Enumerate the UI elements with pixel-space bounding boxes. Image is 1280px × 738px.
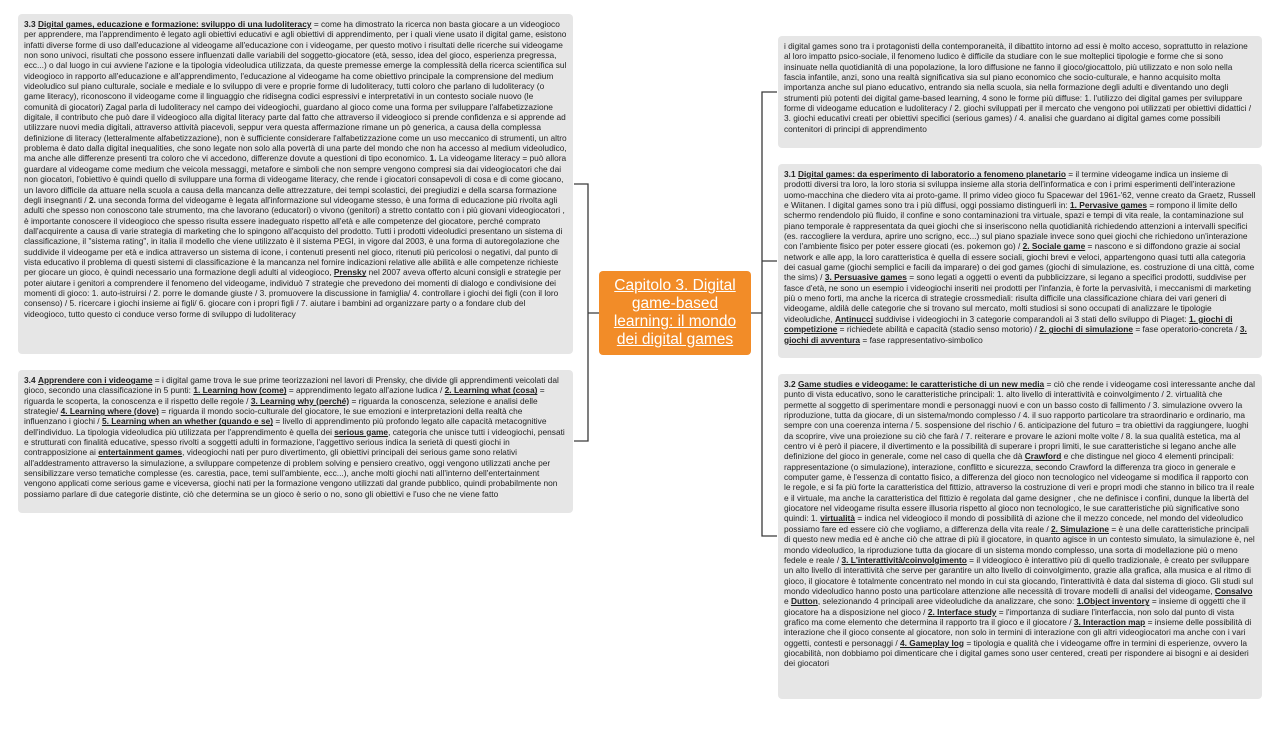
node-3-2-term-7: 1.Object inventory (1076, 596, 1150, 607)
node-3-2-term-3: 2. Simulazione (1051, 523, 1109, 534)
node-3-2-number: 3.2 (784, 379, 796, 389)
node-3-1-text-7: = fase rappresentativo-simbolico (862, 334, 983, 345)
node-3-3-point-1: La videogame literacy = può allora guardare al videogame come medium che veicola messaggi, metafore e simboli che non sempre vengono compresi sia dai videogiocatori che dai non giocatori, l'obiettivo è quindi quello di sviluppare una forma di videogame literacy, che rende i giocatori consapevoli di cosa e di come giocano, un lavoro difficile da attuare nella scuola a causa della mancanza delle attrezzature, dei tempi scolastici, dei pregiudizi e della scarsa formazione degli insegnanti / (24, 153, 567, 205)
node-3-1-text-3: = sono legati a oggetti o eventi da pubblicizzare, si legano a specifici prodotti, suddivise per fasce d'età, ne sono un esempio i videogiochi inseriti nei prodotti per l'infanzia, è forte la pervasività, i meccanismi di marketing più o meno forti, ma anche la ricerca di strategie crossmediali: risulta difficile una classificazione chiara dei vari generi di videogame, aldilà delle categorie che si trovano sul mercato, molti studiosi si sono occupati di analizzare le tipologie videoludiche, (784, 272, 1251, 324)
node-3-1-term-4: Antinucci (835, 313, 874, 324)
node-3-4-text-7: , videogiochi nati per puro divertimento, gli obiettivi principali dei serious game sono relativi all'addestramento attraverso la simulazione, a sviluppare competenze di problem solving e pensiero creativo, oggi vengono utilizzati anche per sensibilizzare verso tematiche complesse (es. carestia, pace, temi sull'ambiente, ecc...), anche molti giochi nati all'interno dell'entertainment vengono applicati come serious game e viceversa, giochi nati per la formazione vengono utilizzati dal grande pubblico, quindi probabilmente non possiamo parlare di due categorie distinte, ciò che determina se un gioco è serio o no, sono gli obiettivi e l'uso che ne viene fatto (24, 447, 558, 499)
connector-right-trunk (751, 92, 777, 536)
node-3-4-term-1: 1. Learning how (come) (193, 385, 287, 396)
node-3-1-text-1: = rompono il limite dello schermo rendendolo più fluido, il confine e sono contaminazioni tra virtuale, spazi e tempi di vita reale, la contaminazione sul piano temporale è rappresentata da quei giochi che si inseriscono nella quotidianità richiedendo attenzioni a intervalli specifici (es. raccogliere la verdura, aprire uno scrigno, ecc...) sul piano spaziale invece sono quei giochi che richiedono un'interazione con l'ambiente fisico per poter essere giocati (es. pokemon go) / (784, 200, 1248, 252)
node-3-3-prensky: Prensky (333, 267, 367, 278)
node-3-1-text-6: = fase operatorio-concreta / (1135, 324, 1238, 335)
node-3-2-term-4: 3. L'interattività/coinvolgimento (841, 554, 967, 565)
node-3-1-term-5: 1. giochi di competizione (784, 313, 1233, 335)
node-3-3-point-2: una seconda forma del videogame è legata all'informazione sul videogame stesso, è una forma di educazione più rivolta agli adulti che spesso non conoscono tale strumento, ma che lavorano (educatori) o vivono (genitori) a stretto contatto con i più giovani videogiocatori , è importante conoscere il videogioco che spesso risulta essere inadeguato rispetto all'età e alle competenze del giocatore, perché comprato dall'acquirente a causa di varie strategia di marketing che lo spingono all'acquisto del prodotto. Tutti i prodotti videoludici presentano un sistema di classificazione, il "sistema rating", in italia il modello che viene utilizzato è il sistema PEGI, in vigore dal 2003, è una forma di autoregolazione che suddivide il videogame per età e indica attraverso un sistema di icone, i contenuti presenti nel gioco, ritenuti più pericolosi o negativi, dal punto di vista educativo il problema di questi sistemi di classificazione è la mancanza nel fornire indicazioni relative alle abilità e alle competenze richieste per giocare un gioco, è quindi necessario una formazione degli adulti al videogioco, (24, 194, 565, 278)
node-3-2-term-9: 3. Interaction map (1073, 616, 1146, 627)
node-3-2-text-8: = l'importanza di sudiare l'interfaccia, non solo dal punto di vista grafico ma come elemento che determina il rapporto tra il gioco e il giocatore / (784, 606, 1235, 627)
node-3-3-ludoliteracy[interactable] (18, 14, 573, 354)
node-3-2-term-8: 2. Interface study (927, 606, 997, 617)
connector-left-trunk (574, 184, 599, 441)
node-3-1-term-2: 2. Sociale game (1022, 241, 1086, 252)
node-3-4-body: = i digital game trova le sue prime teorizzazioni nel lavori di Prensky, che divide gli apprendimenti veicolati dal gioco, secondo una classificazione in 5 punti: (24, 375, 559, 396)
node-3-2-term-10: 4. Gameplay log (899, 637, 964, 648)
node-3-4-term-5: 5. Learning when an whether (quando e se) (101, 416, 274, 427)
node-3-4-term-3: 3. Learning why (perché) (250, 395, 350, 406)
node-3-2-text-4: = il videogioco è interattivo più di quello tradizionale, è creato per sviluppare un alto livello di interattività che serve per garantire un alto livello di coinvolgimento, grazie alla grafica, alla musica e al ritmo di gioco, il giocatore è totalmente concentrato nel mondo in cui sta giocando, l'interattività è data dal sistema di gioco. Gli studi sul mondo videoludico hanno posto una particolare attenzione alle necessità di trovare modelli di analisi del videogame, (784, 554, 1254, 596)
node-intro-digital-games[interactable] (778, 36, 1262, 148)
node-3-2-text-10: = tipologia e qualità che i videogame offre in termini di esperienze, ovvero la giocabilità, non dobbiamo poi dimenticare che i digital games sono user centered, creati per rispondere ai bisogni e ai desideri dei giocatori (784, 637, 1249, 669)
node-3-2-term-6: Dutton (790, 596, 818, 607)
node-3-4-term-7: entertainment games (98, 447, 183, 458)
node-3-2-text-5: e (784, 596, 789, 607)
node-3-2-text-6: , selezionando 4 principali aree videoludiche da analizzare, che sono: (817, 596, 1075, 607)
node-3-1-text-4: suddivise i videogiochi in 3 categorie comparandoli ai 3 stati dello sviluppo di Piaget: (875, 313, 1187, 324)
node-3-1-number: 3.1 (784, 169, 796, 179)
node-3-4-text-1: = apprendimento legato all'azione ludica / (288, 385, 443, 396)
node-3-4-apprendere[interactable] (18, 370, 573, 513)
node-3-1-digital-games[interactable] (778, 164, 1262, 358)
node-3-1-term-7: 3. giochi di avventura (784, 324, 1247, 345)
node-3-3-body: = come ha dimostrato la ricerca non basta giocare a un videogioco per apprendere, ma l'apprendimento è legato agli obiettivi educativi e agli obiettivi di apprendimento, per i quali viene usato il digital game, esistono infatti diverse forme di uso dall'educazione al videogame all'educazione con i videogame, per questo motivo i risultati delle ricerche sui videogame non sono univoci, risultati che possono essere influenzati dalle variabili del soggetto-giocatore (età, sesso, idea del gioco, esperienza pregressa, ecc...) o dal luogo in cui avviene l'azione e la tipologia videoludica utilizzata, da queste premesse emerge la complessità della ricerca scientifica sul videogioco in rapporto all'educazione e all'apprendimento, l'educazione al videogame ha come obiettivo principale la comprensione del medium videoludico sul piano culturale, sociale e mediale e lo sviluppo di vere e proprie forme di ludoliteracy, tutti coloro che parlano di ludoliteracy (o game literacy), riconoscono il videogame come il linguaggio che ridisegna codici espressivi e interpretativi in un contesto sociale nuovo (le comunità di giocatori) Zagal parla di ludoliteracy nel campo dei videogiochi, guardano al gioco come una forma per sviluppare l'alfabetizzazione digitale, il contributo che può dare il videogioco alla digital literacy parte dal fatto che attraverso il videogioco si prende confidenza e si apprende ad utilizzare nuovi media digitali, attraverso attività piacevoli, seppur vera questa affermazione rimane un pò generica, a causa della complessa definizione di literacy (letteralmente alfabetizzazione), non è sufficiente considerare l'alfabetizzazione come un uso meccanico di strumenti, un altro problema è dato dalla digital inequalities, che sono legate non solo alla povertà di una parte del mondo che non ha accesso al medium videoludico, ma anche alle differenze presenti tra coloro che vi accedono, differenze dovute a questioni di tipo economico. (24, 19, 567, 164)
node-3-4-number: 3.4 (24, 375, 36, 385)
node-3-3-number: 3.3 (24, 19, 36, 29)
node-3-3-point-2-number: 2. (88, 194, 96, 205)
node-3-2-term-1: Crawford (1024, 451, 1062, 462)
node-3-1-term-3: 3. Persuasive games (824, 272, 907, 283)
node-3-2-text-9: = insieme delle possibilità di interazione che il gioco consente al giocatore, non solo in termini di interazione con gli altri videogiocatori ma anche con i vari oggetti, contesti e personaggi / (784, 616, 1252, 648)
node-3-4-text-2: = riguarda le scoperta, la conoscenza e il rispetto delle regole / (24, 385, 545, 406)
node-3-2-term-5: Consalvo (1214, 585, 1253, 596)
node-3-1-text-5: = richiedete abilità e capacità (stadio senso motorio) / (839, 324, 1037, 335)
node-3-4-heading: Apprendere con i videogame (37, 375, 153, 385)
node-3-4-text-3: = riguarda la conoscenza, selezione e analisi delle strategie/ (24, 395, 538, 417)
node-3-4-text-4: = riguarda il mondo socio-culturale del giocatore, le sue emozioni e interpretazioni della realtà che influenzano i giochi / (24, 406, 523, 427)
node-3-2-text-7: = insieme di oggetti che il giocatore ha a disposizione nel gioco / (784, 596, 1246, 617)
node-3-4-term-6: serious game (334, 426, 389, 437)
central-topic-title: Capitolo 3. Digital game-based learning: il mondo dei digital games (613, 277, 737, 348)
node-3-1-heading: Digital games: da esperimento di laboratorio a fenomeno planetario (797, 169, 1066, 179)
node-3-3-heading: Digital games, educazione e formazione: sviluppo di una ludoliteracy (37, 19, 312, 29)
node-3-2-text-1: e che distingue nel gioco 4 elementi principali: rappresentazione (o simulazione), interazione, conflitto e sicurezza, secondo Crawford la differenza tra gioco in generale e computer game, è l'essenza di contatto fisico, a differenza del gioco non tecnologico nel videogame si modifica il rapporto con le regole, e si fa più forte la caratteristica del fittizio, attraverso la costruzione di veri e propri modi che stanno in bilico tra il reale e il virtuale, ma anche la caratteristica del fittizio è regolata dal game designer , che ne definisce i confini, dunque la libertà del giocatore nel videogame risulta essere illusoria rispetto al gioco non tecnologico, le sue caratteristiche più significative sono quindi: 1. (784, 451, 1255, 524)
node-intro-body: i digital games sono tra i protagonisti della contemporaneità, il dibattito intorno ad essi è molto acceso, soprattutto in relazione al loro impatto psico-sociale, il fenomeno ludico è difficile da studiare con le sue molteplici tipologie e forme che si sono insinuate nella quotidianità di una popolazione, la loro diffusione ne fanno il gioco/giocattolo, più utilizzato e non solo nella fascia infantile, anzi, sono una realtà significativa sia sul piano economico che socio-culturale, e hanno acquisito molta importanza anche sul piano educativo, entrando sia nella scuola, sia nella formazione degli adulti e diventando uno degli strumenti più potenti dei digital game-based learning, 4 sono le forme più diffuse: 1. l'utilizzo dei digital games per sviluppare forme di videogame education e ludoliteracy / 2. giochi sviluppati per il mercato che vengono poi utilizzati per obiettivi didattici / 3. giochi educativi creati per obiettivi specifici (serious games) / 4. analisi che guardano ai digital games come possibili contenitori di principi di apprendimento (784, 41, 1252, 134)
node-3-2-term-2: virtualità (820, 513, 855, 524)
node-3-4-term-4: 4. Learning where (dove) (60, 406, 159, 417)
node-3-2-game-studies[interactable] (778, 374, 1262, 699)
central-topic[interactable] (599, 271, 751, 355)
node-3-4-term-2: 2. Learning what (cosa) (444, 385, 538, 396)
node-3-1-body: = il termine videogame indica un insieme di prodotti diversi tra loro, la loro storia si sviluppa insieme alla storia dell'informatica e con i primi esperimenti dell'interazione uomo-macchina che diedero vita ai proto-game. Il primo video gioco fu Spacewar del 1961-'62, venne creato da Graetz, Russell e Wiitanen. I digital games sono tra i più diffusi, oggi possiamo distinguerli in: (784, 169, 1256, 211)
node-3-2-body: = ciò che rende i videogame così interessante anche dal punto di vista educativo, sono le caratteristiche principali: 1. alto livello di interattività e coinvolgimento / 2. virtualità che permette al soggetto di sperimentare mondi e personaggi nuovi e con un basso costo di fallimento / 3. simulazione ovvero la riproduzione, tutta da giocare, di un sistema/mondo complesso / 4. il suo rapporto particolare tra straordinario e ordinario, ma sempre con una coerenza interna / 5. sospensione del rischio / 6. anticipazione del futuro = tra obiettivi da raggiungere, luoghi da scoprire, vive una proiezione su ciò che farà / 7. reiterare e provare le azioni molte volte / 8. la sua qualità estetica, ma al centro vi è però il piacere, il divertimento e la possibilità di superare i propri limiti, le sue caratteristiche si legano anche alle definizione del gioco in generale, come nel caso di quella che dà (784, 379, 1255, 462)
node-3-1-term-6: 2. giochi di simulazione (1039, 324, 1133, 335)
node-3-4-text-6: , categoria che unisce tutti i videogiochi, pensati e strutturati con finalità educative, spesso rivolti a soggetti adulti in formazione, l'aggettivo serious indica la serietà di questi giochi in contrapposizione ai (24, 426, 565, 458)
node-3-4-text-5: = livello di apprendimento più profondo legato alle capacità metacognitive dell'individuo. La tipologia videoludica più utilizzata per l'apprendimento è quella dei (24, 416, 547, 437)
node-3-2-heading: Game studies e videogame: le caratteristiche di un new media (797, 379, 1045, 389)
node-3-1-term-1: 1. Pervasive games (1070, 200, 1148, 211)
node-3-3-point-2-tail: nel 2007 aveva offerto alcuni consigli e strategie per poter aiutare i genitori a comprendere il fenomeno del videogame, individuò 7 strategie che prevedono dei momenti di dialogo e condivisione dei momenti di gioco: 1. auto-istruirsi / 2. porre le domande giuste / 3. promuovere la discussione in famiglia/ 4. controllare i giochi dei figli (con il loro consenso) / 5. ricercare i giochi insieme ai figli/ 6. giocare con i propri figli / 7. aiutare i bambini ad organizzare party o a fondare club del videogioco, tutto questo ci conduce verso forme di sviluppo di ludoliteracy (24, 267, 562, 319)
node-3-3-point-1-number: 1. (429, 153, 437, 164)
node-3-2-text-3: = è una delle caratteristiche principali di questo new media ed è anche ciò che attrae di più il giocatore, in quanto agisce in un contesto simulato, la simulazione è, nel mondo videoludico, la riproduzione tutta da giocare di un sistema mondo complesso, una sorta di modellazione più o meno fedele e reale / (784, 523, 1255, 565)
node-3-2-text-2: = indica nel videogioco il mondo di possibilità di azione che il mezzo concede, nel mondo del videoludico possiamo fare ed essere ciò che vogliamo, a differenza della vita reale / (784, 513, 1243, 534)
node-3-1-text-2: = nascono e si diffondono grazie ai social network e alle app, la loro caratteristica è quella di essere sociali, giochi brevi e veloci, appartengono quasi tutti alla categoria dei casual game (giochi semplici e facili da imparare) o dei god games (giochi di simulazione, es. costruzione di una città, come the sims) / (784, 241, 1255, 283)
